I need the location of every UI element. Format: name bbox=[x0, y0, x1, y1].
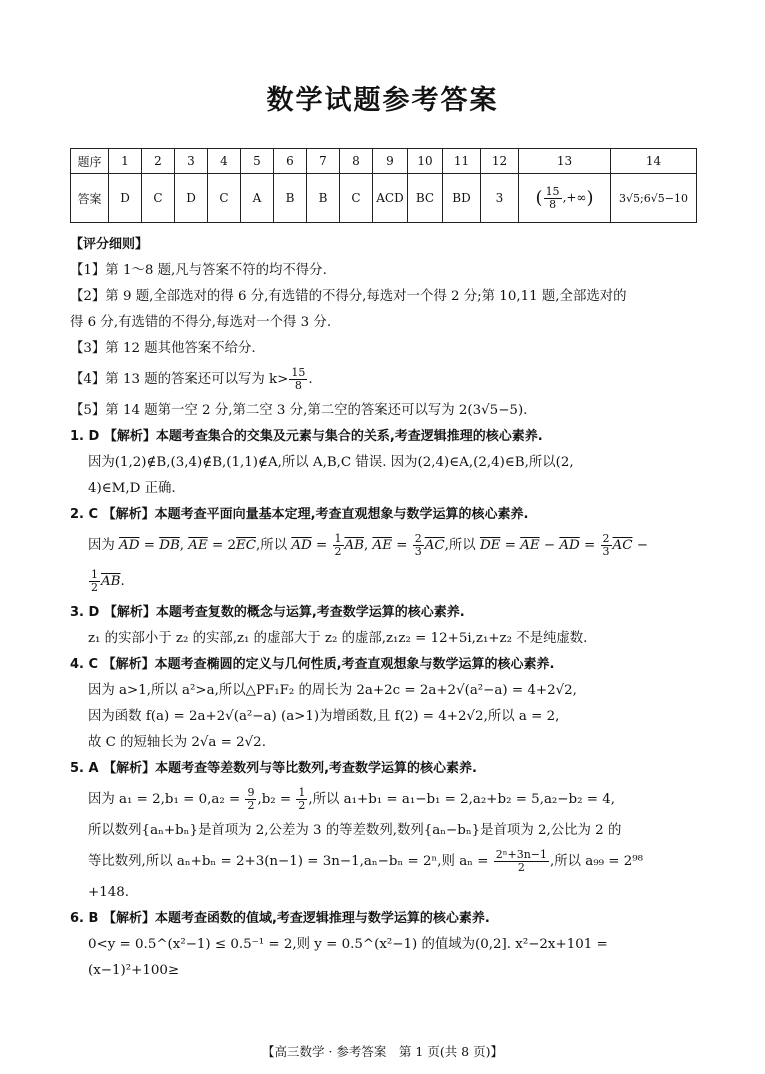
answer-cell: 3 bbox=[481, 174, 519, 223]
solution-3-heading: 3. D 【解析】本题考查复数的概念与运算,考查数学运算的核心素养. bbox=[70, 605, 465, 620]
question-number: 10 bbox=[408, 149, 443, 174]
solution-text: 4)∈M,D 正确. bbox=[88, 481, 176, 496]
answer-cell: D bbox=[109, 174, 142, 223]
rule-item-4: 【4】第 13 题的答案还可以写为 k> $\frac{15}{8}$ . bbox=[70, 366, 313, 392]
answer-cell: ACD bbox=[373, 174, 408, 223]
answer-label: 答案 bbox=[71, 174, 109, 223]
question-number: 9 bbox=[373, 149, 408, 174]
question-number: 11 bbox=[443, 149, 481, 174]
page-footer: 【高三数学 · 参考答案 第 1 页(共 8 页)】 bbox=[262, 1044, 503, 1059]
answer-cell: B bbox=[274, 174, 307, 223]
rule-item: 【1】第 1～8 题,凡与答案不符的均不得分. bbox=[70, 263, 327, 278]
question-number: 8 bbox=[340, 149, 373, 174]
solution-text: 因为函数 f(a) = 2a+2√(a²−a) (a>1)为增函数,且 f(2) = 4+2√2,所以 a = 2, bbox=[88, 709, 560, 724]
page-title: 数学试题参考答案 bbox=[266, 85, 499, 116]
question-number: 12 bbox=[481, 149, 519, 174]
solution-text: +148. bbox=[88, 885, 130, 900]
solution-6-heading: 6. B 【解析】本题考查函数的值域,考查逻辑推理与数学运算的核心素养. bbox=[70, 911, 490, 926]
table-answer-row bbox=[71, 174, 697, 223]
fraction-denominator: 8 bbox=[294, 379, 302, 392]
answer-cell: 3√5;6√5−10 bbox=[611, 174, 697, 223]
answer-table bbox=[70, 148, 697, 223]
rule-item: 得 6 分,有选错的不得分,每选对一个得 3 分. bbox=[70, 315, 332, 330]
header-label: 题序 bbox=[71, 149, 109, 174]
answer-cell: BD bbox=[443, 174, 481, 223]
rule-item: 【2】第 9 题,全部选对的得 6 分,有选错的不得分,每选对一个得 2 分;第 10,11 题,全部选对的 bbox=[70, 289, 627, 304]
solution-5-heading: 5. A 【解析】本题考查等差数列与等比数列,考查数学运算的核心素养. bbox=[70, 761, 477, 776]
answer-cell: A bbox=[241, 174, 274, 223]
question-number: 13 bbox=[519, 149, 611, 174]
answer-cell: C bbox=[208, 174, 241, 223]
rule-item: 【3】第 12 题其他答案不给分. bbox=[70, 341, 256, 356]
question-number: 2 bbox=[142, 149, 175, 174]
question-number: 5 bbox=[241, 149, 274, 174]
answer-cell: BC bbox=[408, 174, 443, 223]
solution-text: $\frac{1}{2}$ $\overline{AB}$. bbox=[91, 568, 125, 594]
rule-item: 【5】第 14 题第一空 2 分,第二空 3 分,第二空的答案还可以写为 2(3√5−5). bbox=[70, 403, 528, 418]
question-number: 4 bbox=[208, 149, 241, 174]
answer-cell-13: ( $\frac{15}{8}$ ,+∞) bbox=[519, 174, 611, 223]
answer-cell: C bbox=[142, 174, 175, 223]
question-number: 7 bbox=[307, 149, 340, 174]
rules-heading: 【评分细则】 bbox=[70, 237, 149, 252]
solution-text: 因为 $\overline{AD} = \overline{DB}$, $\overline{AE} = 2\overline{EC}$,所以 $\overline{AD}$ = $\frac{1}{2}$ $\overline{AB}$, $\overline{AE}$ = $\frac{2}{3}$ $\overline{AC}$,所以 $\overline{DE} = \overline{AE} - \overline{AD}$ = $\frac{2}{3}$ $\overline{AC}$ − bbox=[88, 532, 648, 558]
question-number: 14 bbox=[611, 149, 697, 174]
fraction-numerator: 15 bbox=[545, 184, 560, 198]
solution-text: 故 C 的短轴长为 2√a = 2√2. bbox=[88, 735, 266, 750]
solution-2-heading: 2. C 【解析】本题考查平面向量基本定理,考查直观想象与数学运算的核心素养. bbox=[70, 507, 529, 522]
solution-text: 因为 a₁ = 2,b₁ = 0,a₂ = $\frac{9}{2}$ ,b₂ = $\frac{1}{2}$ ,所以 a₁+b₁ = a₁−b₁ = 2,a₂+b₂ = 5,a₂−b₂ = 4, bbox=[88, 786, 615, 812]
solution-text: 0<y = 0.5^(x²−1) ≤ 0.5⁻¹ = 2,则 y = 0.5^(x²−1) 的值域为(0,2]. x²−2x+101 = (x−1)²+100≥ bbox=[88, 937, 608, 978]
solution-text: 因为(1,2)∉B,(3,4)∉B,(1,1)∉A,所以 A,B,C 错误. 因为(2,4)∈A,(2,4)∈B,所以(2, bbox=[88, 455, 574, 470]
solution-text: 所以数列{aₙ+bₙ}是首项为 2,公差为 3 的等差数列,数列{aₙ−bₙ}是首项为 2,公比为 2 的 bbox=[88, 823, 622, 838]
question-number: 1 bbox=[109, 149, 142, 174]
document-body bbox=[70, 232, 695, 984]
fraction-denominator: 8 bbox=[549, 197, 557, 211]
solution-1-heading: 1. D 【解析】本题考查集合的交集及元素与集合的关系,考查逻辑推理的核心素养. bbox=[70, 429, 543, 444]
solution-text: 因为 a>1,所以 a²>a,所以△PF₁F₂ 的周长为 2a+2c = 2a+2√(a²−a) = 4+2√2, bbox=[88, 683, 577, 698]
answer-cell: D bbox=[175, 174, 208, 223]
solution-text: 等比数列,所以 aₙ+bₙ = 2+3(n−1) = 3n−1,aₙ−bₙ = 2ⁿ,则 aₙ = $\frac{\text{2ⁿ+3n−1}}{2}$ ,所以 a₉₉ = 2⁹⁸ bbox=[88, 848, 644, 874]
interval-end: ,+∞ bbox=[562, 190, 587, 205]
solution-text: z₁ 的实部小于 z₂ 的实部,z₁ 的虚部大于 z₂ 的虚部,z₁z₂ = 12+5i,z₁+z₂ 不是纯虚数. bbox=[88, 631, 588, 646]
answer-cell: C bbox=[340, 174, 373, 223]
solution-4-heading: 4. C 【解析】本题考查椭圆的定义与几何性质,考查直观想象与数学运算的核心素养. bbox=[70, 657, 555, 672]
answer-cell: B bbox=[307, 174, 340, 223]
fraction-numerator: 15 bbox=[291, 366, 306, 380]
table-header-row bbox=[71, 149, 697, 174]
question-number: 6 bbox=[274, 149, 307, 174]
question-number: 3 bbox=[175, 149, 208, 174]
